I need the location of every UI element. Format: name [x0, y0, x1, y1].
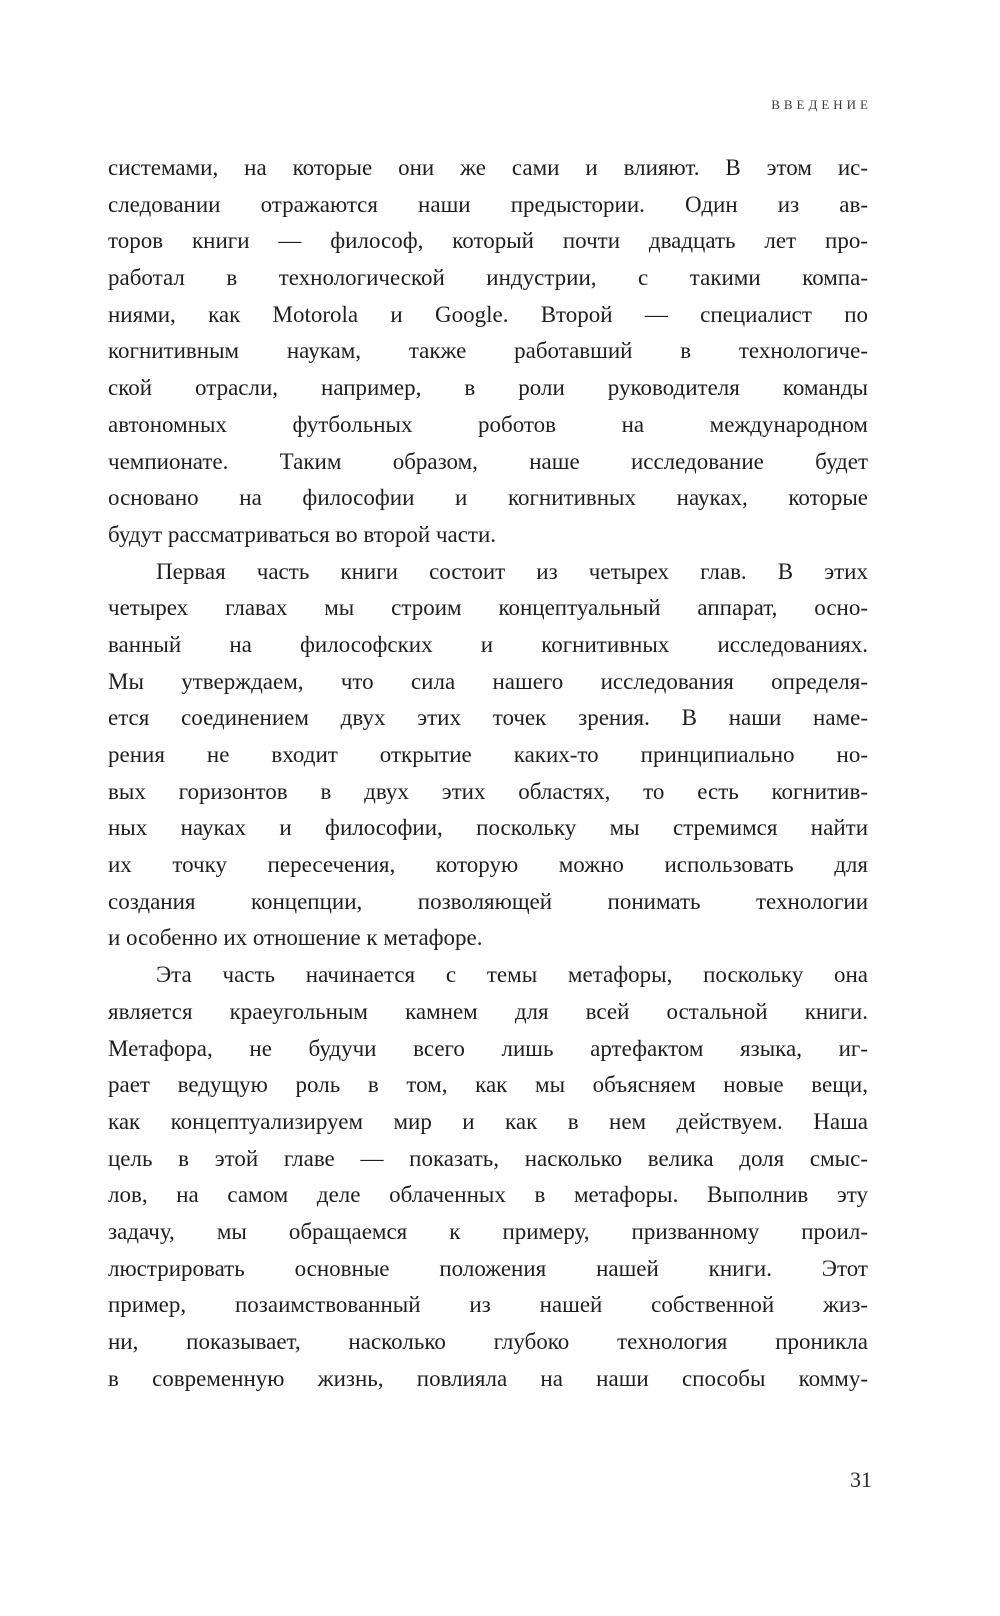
text-line: лов, на самом деле облаченных в метафоры. Выполнив эту	[108, 1182, 868, 1208]
text-line: в современную жизнь, повлияла на наши способы комму-	[108, 1365, 868, 1391]
text-line: ванный на философских и когнитивных исследованиях.	[108, 631, 868, 657]
text-line: работал в технологической индустрии, с такими компа-	[108, 265, 868, 291]
text-line: когнитивным наукам, также работавший в технологиче-	[108, 338, 868, 364]
text-line: задачу, мы обращаемся к примеру, призванному проил-	[108, 1218, 868, 1244]
running-head: ВВЕДЕНИЕ	[771, 97, 872, 112]
text-line: торов книги — философ, который почти двадцать лет про-	[108, 228, 868, 254]
text-line: вых горизонтов в двух этих областях, то есть когнитив-	[108, 778, 868, 804]
paragraph-first-line: Первая часть книги состоит из четырех глав. В этих	[156, 558, 868, 584]
text-line: ных науках и философии, поскольку мы стремимся найти	[108, 815, 868, 841]
text-line: рения не входит открытие каких-то принципиально но-	[108, 742, 868, 767]
text-line: Мы утверждаем, что сила нашего исследования определя-	[108, 668, 868, 694]
text-line: как концептуализируем мир и как в нем действуем. Наша	[108, 1108, 868, 1134]
text-line: четырех главах мы строим концептуальный аппарат, осно-	[108, 595, 868, 621]
text-line: их точку пересечения, которую можно использовать для	[108, 852, 868, 878]
text-line: Метафора, не будучи всего лишь артефактом языка, иг-	[108, 1035, 868, 1061]
text-line: люстрировать основные положения нашей книги. Этот	[108, 1255, 868, 1281]
text-line: ниями, как Motorola и Google. Второй — специалист по	[108, 301, 868, 327]
text-line: создания концепции, позволяющей понимать технологии	[108, 888, 868, 914]
text-line: ни, показывает, насколько глубоко технология проникла	[108, 1329, 868, 1354]
text-line: и особенно их отношение к метафоре.	[108, 925, 483, 951]
paragraph-first-line: Эта часть начинается с темы метафоры, поскольку она	[156, 962, 868, 988]
text-line: будут рассматриваться во второй части.	[108, 521, 497, 547]
text-line: следовании отражаются наши предыстории. Один из ав-	[108, 191, 868, 217]
text-line: автономных футбольных роботов на международном	[108, 411, 868, 437]
body-text	[108, 150, 868, 1397]
page-number: 31	[850, 1467, 872, 1492]
text-line: цель в этой главе — показать, насколько велика доля смыс-	[108, 1145, 868, 1171]
text-line: ской отрасли, например, в роли руководителя команды	[108, 375, 868, 401]
text-line: чемпионате. Таким образом, наше исследование будет	[108, 448, 868, 474]
text-line: системами, на которые они же сами и влияют. В этом ис-	[108, 155, 868, 180]
text-line: пример, позаимствованный из нашей собственной жиз-	[108, 1292, 868, 1318]
text-line: рает ведущую роль в том, как мы объясняем новые вещи,	[108, 1072, 868, 1098]
text-line: является краеугольным камнем для всей остальной книги.	[108, 998, 868, 1024]
text-line: ется соединением двух этих точек зрения. В наши наме-	[108, 705, 868, 731]
text-line: основано на философии и когнитивных науках, которые	[108, 485, 868, 511]
